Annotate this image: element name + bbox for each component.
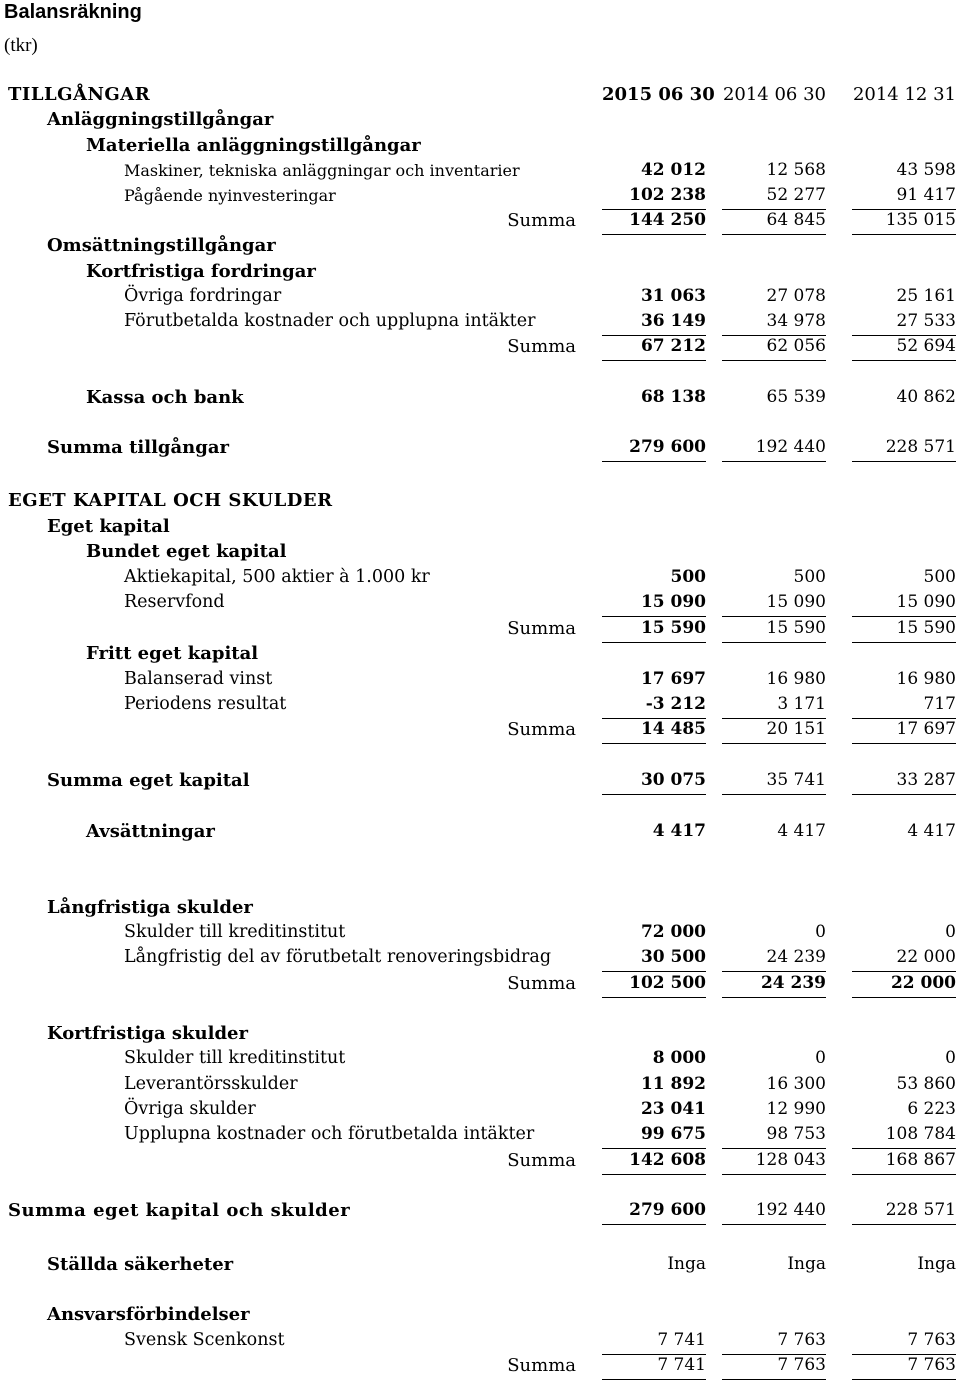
row-label: Summa tillgångar [47,437,230,458]
row-label: Avsättningar [86,821,215,842]
row-label: Periodens resultat [124,694,287,714]
table-row [0,819,960,844]
summa-label: Summa [507,1150,576,1171]
summa-row [0,208,960,233]
row-label: Reservfond [124,592,225,612]
table-row [0,1302,960,1327]
value-cell-col-2: 0 [945,922,956,942]
table-row [0,945,960,970]
value-cell-col-1: 35 741 [722,768,826,795]
value-cell-col-2: 15 590 [852,616,956,643]
value-cell-col-0: 8 000 [652,1048,706,1068]
value-cell-col-1: 15 090 [722,590,826,617]
row-label: EGET KAPITAL OCH SKULDER [8,490,333,511]
table-row [0,233,960,258]
table-row [0,158,960,183]
column-header-1: 2014 06 30 [722,84,826,105]
value-cell-col-0: 67 212 [602,334,706,361]
row-label: Långfristiga skulder [47,897,253,918]
table-row [0,284,960,309]
table-row [0,768,960,793]
summa-row [0,717,960,742]
row-label: Anläggningstillgångar [47,109,274,130]
value-cell-col-0: 11 892 [640,1074,706,1094]
value-cell-col-0: 68 138 [640,387,706,407]
value-cell-col-1: 34 978 [722,309,826,336]
column-header-0: 2015 06 30 [602,84,715,105]
value-cell-col-1: 20 151 [722,717,826,744]
table-row [0,259,960,284]
value-cell-col-0: 7 741 [602,1328,706,1355]
value-cell-col-1: 12 568 [766,160,826,180]
value-cell-col-1: Inga [787,1254,826,1274]
row-label: Aktiekapital, 500 aktier à 1.000 kr [124,567,430,587]
summa-row [0,971,960,996]
column-header-row [0,82,960,107]
row-label: Skulder till kreditinstitut [124,922,346,942]
value-cell-col-2: 15 090 [852,590,956,617]
table-row [0,1021,960,1046]
value-cell-col-0: 279 600 [602,1198,706,1225]
unit-label: (tkr) [4,35,38,56]
summa-label: Summa [507,973,576,994]
value-cell-col-0: 15 090 [602,590,706,617]
table-row [0,1328,960,1353]
value-cell-col-1: 7 763 [722,1328,826,1355]
value-cell-col-1: 24 239 [722,971,826,998]
value-cell-col-0: 4 417 [652,821,706,841]
table-row [0,1122,960,1147]
value-cell-col-0: 31 063 [640,286,706,306]
row-label: Långfristig del av förutbetalt renoveringsbidrag [124,947,552,967]
value-cell-col-0: Inga [667,1254,706,1274]
value-cell-col-1: 500 [793,567,826,587]
value-cell-col-1: 192 440 [722,435,826,462]
value-cell-col-1: 15 590 [722,616,826,643]
table-row [0,539,960,564]
value-cell-col-2: 25 161 [896,286,956,306]
table-row [0,667,960,692]
table-row [0,133,960,158]
row-label: Kortfristiga skulder [47,1023,248,1044]
column-header-2: 2014 12 31 [852,84,956,105]
value-cell-col-1: 7 763 [722,1353,826,1380]
row-label: Övriga fordringar [124,286,282,306]
row-label: Summa eget kapital och skulder [8,1200,351,1221]
value-cell-col-2: 27 533 [852,309,956,336]
value-cell-col-2: 228 571 [852,435,956,462]
value-cell-col-2: 40 862 [896,387,956,407]
value-cell-col-0: 17 697 [640,669,706,689]
value-cell-col-0: 7 741 [602,1353,706,1380]
value-cell-col-2: 91 417 [852,183,956,210]
value-cell-col-0: 30 500 [602,945,706,972]
row-label: Svensk Scenkonst [124,1330,285,1350]
summa-label: Summa [507,719,576,740]
summa-row [0,1353,960,1378]
value-cell-col-1: 27 078 [766,286,826,306]
table-row [0,1097,960,1122]
value-cell-col-1: 16 980 [766,669,826,689]
value-cell-col-0: 102 238 [602,183,706,210]
row-label: Skulder till kreditinstitut [124,1048,346,1068]
value-cell-col-1: 192 440 [722,1198,826,1225]
table-row [0,309,960,334]
value-cell-col-1: 52 277 [722,183,826,210]
value-cell-col-0: 72 000 [640,922,706,942]
summa-label: Summa [507,336,576,357]
row-label: Maskiner, tekniska anläggningar och inventarier [124,161,520,180]
table-row [0,590,960,615]
value-cell-col-0: 142 608 [602,1148,706,1175]
row-label: Övriga skulder [124,1099,256,1119]
table-row [0,1252,960,1277]
value-cell-col-2: 7 763 [852,1353,956,1380]
row-label: Materiella anläggningstillgångar [86,135,421,156]
value-cell-col-2: 16 980 [896,669,956,689]
row-label: Kortfristiga fordringar [86,261,316,282]
value-cell-col-0: 42 012 [640,160,706,180]
table-row [0,895,960,920]
summa-label: Summa [507,618,576,639]
value-cell-col-0: 99 675 [602,1122,706,1149]
summa-row [0,616,960,641]
table-row [0,920,960,945]
table-row [0,514,960,539]
value-cell-col-2: 108 784 [852,1122,956,1149]
value-cell-col-1: 0 [815,922,826,942]
value-cell-col-1: 12 990 [766,1099,826,1119]
value-cell-col-2: 0 [945,1048,956,1068]
value-cell-col-2: 7 763 [852,1328,956,1355]
table-row [0,488,960,513]
row-label: Kassa och bank [86,387,244,408]
summa-label: Summa [507,1355,576,1376]
value-cell-col-0: 23 041 [640,1099,706,1119]
value-cell-col-0: 14 485 [602,717,706,744]
value-cell-col-2: 53 860 [896,1074,956,1094]
value-cell-col-1: 24 239 [722,945,826,972]
value-cell-col-0: 15 590 [602,616,706,643]
row-label: Förutbetalda kostnader och upplupna intäkter [124,311,536,331]
summa-label: Summa [507,210,576,231]
value-cell-col-2: 22 000 [852,971,956,998]
value-cell-col-1: 128 043 [722,1148,826,1175]
value-cell-col-0: 36 149 [602,309,706,336]
value-cell-col-2: 228 571 [852,1198,956,1225]
document-title: Balansräkning [4,1,142,23]
value-cell-col-2: 17 697 [852,717,956,744]
summa-row [0,1148,960,1173]
value-cell-col-1: 98 753 [722,1122,826,1149]
value-cell-col-2: 22 000 [852,945,956,972]
value-cell-col-0: 30 075 [602,768,706,795]
value-cell-col-2: 4 417 [907,821,956,841]
row-label: Ställda säkerheter [47,1254,234,1275]
row-label: Leverantörsskulder [124,1074,298,1094]
value-cell-col-0: -3 212 [602,692,706,719]
value-cell-col-1: 4 417 [777,821,826,841]
table-row [0,435,960,460]
table-row [0,1072,960,1097]
value-cell-col-1: 16 300 [766,1074,826,1094]
row-label: Bundet eget kapital [86,541,287,562]
row-label: Pågående nyinvesteringar [124,186,336,205]
value-cell-col-2: 717 [852,692,956,719]
value-cell-col-2: 33 287 [852,768,956,795]
value-cell-col-1: 62 056 [722,334,826,361]
table-row [0,641,960,666]
value-cell-col-2: 168 867 [852,1148,956,1175]
value-cell-col-0: 500 [670,567,706,587]
row-label: Balanserad vinst [124,669,273,689]
value-cell-col-2: 135 015 [852,208,956,235]
row-label: Upplupna kostnader och förutbetalda intäkter [124,1124,535,1144]
value-cell-col-2: 52 694 [852,334,956,361]
value-cell-col-2: 500 [923,567,956,587]
value-cell-col-1: 3 171 [722,692,826,719]
table-row [0,107,960,132]
summa-row [0,334,960,359]
row-label: Omsättningstillgångar [47,235,276,256]
row-label: Ansvarsförbindelser [47,1304,250,1325]
row-label: Summa eget kapital [47,770,250,791]
table-row [0,385,960,410]
value-cell-col-2: 43 598 [896,160,956,180]
value-cell-col-0: 102 500 [602,971,706,998]
table-row [0,692,960,717]
value-cell-col-1: 64 845 [722,208,826,235]
row-label: Eget kapital [47,516,170,537]
row-label: Fritt eget kapital [86,643,259,664]
value-cell-col-1: 65 539 [766,387,826,407]
value-cell-col-0: 144 250 [602,208,706,235]
value-cell-col-1: 0 [815,1048,826,1068]
value-cell-col-2: Inga [917,1254,956,1274]
table-row [0,565,960,590]
table-row [0,1198,960,1223]
table-row [0,1046,960,1071]
value-cell-col-0: 279 600 [602,435,706,462]
table-row [0,183,960,208]
row-label: TILLGÅNGAR [8,84,151,105]
value-cell-col-2: 6 223 [907,1099,956,1119]
